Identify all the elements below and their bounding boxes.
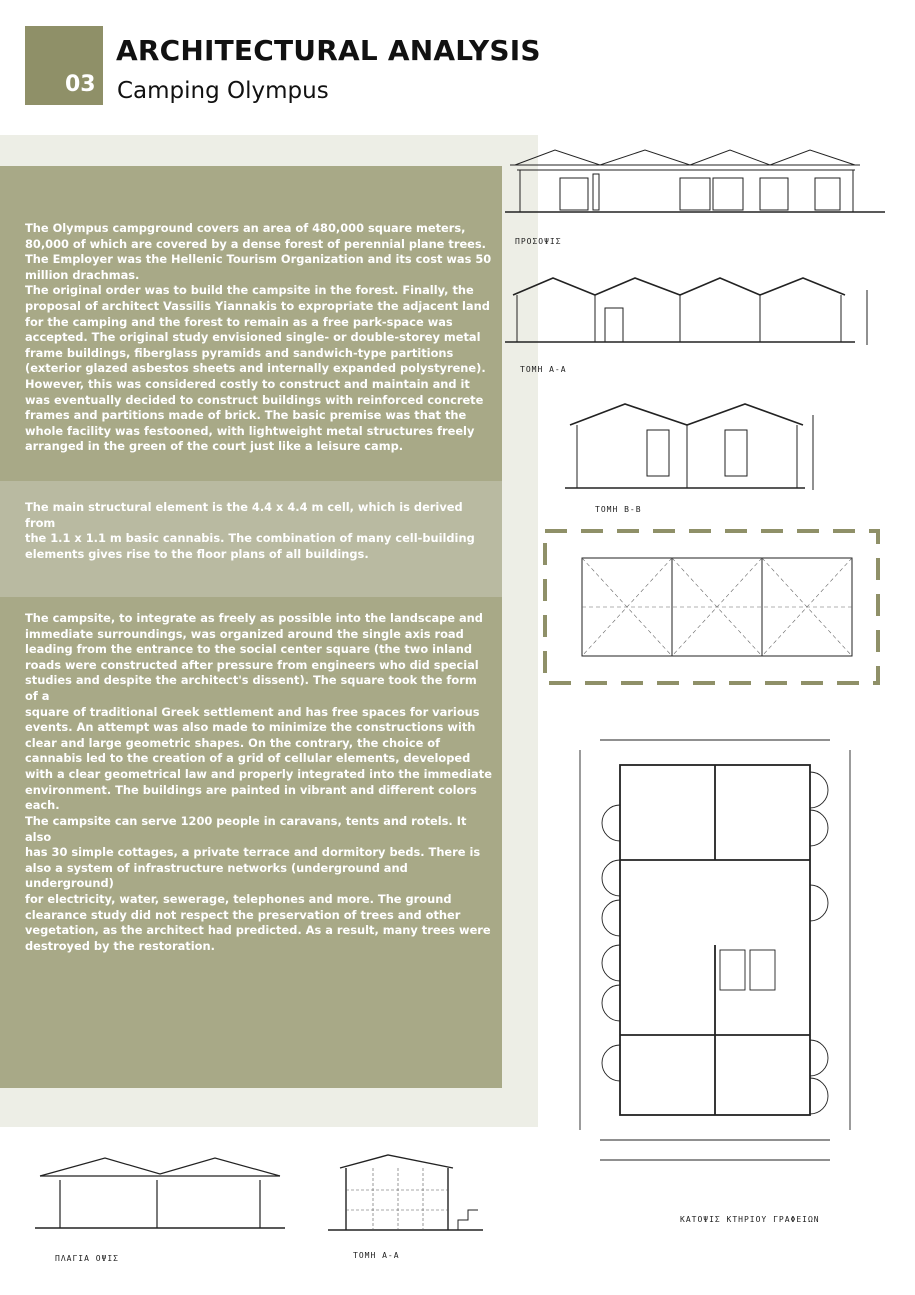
floor-plan-label: ΚΑΤΟΨΙΣ ΚΤΗΡΙΟΥ ΓΡΑΦΕΙΩΝ: [680, 1215, 820, 1224]
section-bb-drawing: [565, 390, 825, 520]
paragraph-4: The campsite can serve 1200 people in caravans, tents and rotels. It also has 30 simple cottages, a private terrace and dormitory beds. There is also a system of infrastructure networks (underground and underground) for electricity, water, sewerage, telephones and more. The ground clearance study did not respect the preservation of trees and other vegetation, as the architect had predicted. As a result, many trees were destroyed by the restoration.: [25, 814, 491, 953]
small-section-drawing: [318, 1140, 488, 1265]
paragraph-3: The campsite, to integrate as freely as possible into the landscape and immediate surroundings, was organized around the single axis road leading from the entrance to the social center square (the two inland roads were constructed after pressure from engineers who did special studies and despite the architect's dissent). The square took the form of a square of traditional Greek settlement and has free spaces for various events. An attempt was also made to minimize the constructions with clear and large geometric shapes. On the contrary, the choice of cannabis led to the creation of a grid of cellular elements, developed with a clear geometrical law and properly integrated into the immediate environment. The buildings are painted in vibrant and different colors each.: [25, 611, 492, 813]
small-section-label: ΤΟΜΗ Α-Α: [353, 1251, 400, 1260]
page-title: ARCHITECTURAL ANALYSIS: [116, 34, 541, 67]
section-aa-label: ΤΟΜΗ Α-Α: [520, 365, 567, 374]
structural-grid-drawing: [542, 528, 882, 688]
paragraph-1: The Olympus campground covers an area of 480,000 square meters, 80,000 of which are covered by a dense forest of perennial plane trees. The Employer was the Hellenic Tourism Organization and its cost was 50 million drachmas. The original order was to build the campsite in the forest. Finally, the proposal of architect Vassilis Yiannakis to expropriate the adjacent land for the camping and the forest to remain as a free park-space was accepted. The original study envisioned single- or double-storey metal frame buildings, fiberglass pyramids and sandwich-type partitions (exterior glazed asbestos sheets and internally expanded polystyrene). However, this was considered costly to construct and maintain and it was eventually decided to construct buildings with reinforced concrete frames and partitions made of brick. The basic premise was that the whole facility was festooned, with lightweight metal structures freely arranged in the green of the court just like a leisure camp.: [25, 221, 492, 454]
section-number-box: [25, 26, 103, 105]
facade-label: ΠΡΟΣΟΨΙΣ: [515, 237, 562, 246]
facade-drawing: [505, 140, 895, 250]
side-view-drawing: [35, 1148, 285, 1268]
section-bb-label: ΤΟΜΗ Β-Β: [595, 505, 642, 514]
page-subtitle: Camping Olympus: [117, 78, 329, 104]
section-number: 03: [65, 72, 96, 97]
floor-plan-drawing: [560, 710, 860, 1230]
section-aa-drawing: [505, 270, 895, 382]
paragraph-2: The main structural element is the 4.4 x 4.4 m cell, which is derived from the 1.1 x 1.1 m basic cannabis. The combination of many cell-building elements gives rise to the floor plans of all buildings.: [25, 500, 475, 561]
side-view-label: ΠΛΑΓΙΑ ΟΨΙΣ: [55, 1254, 119, 1263]
